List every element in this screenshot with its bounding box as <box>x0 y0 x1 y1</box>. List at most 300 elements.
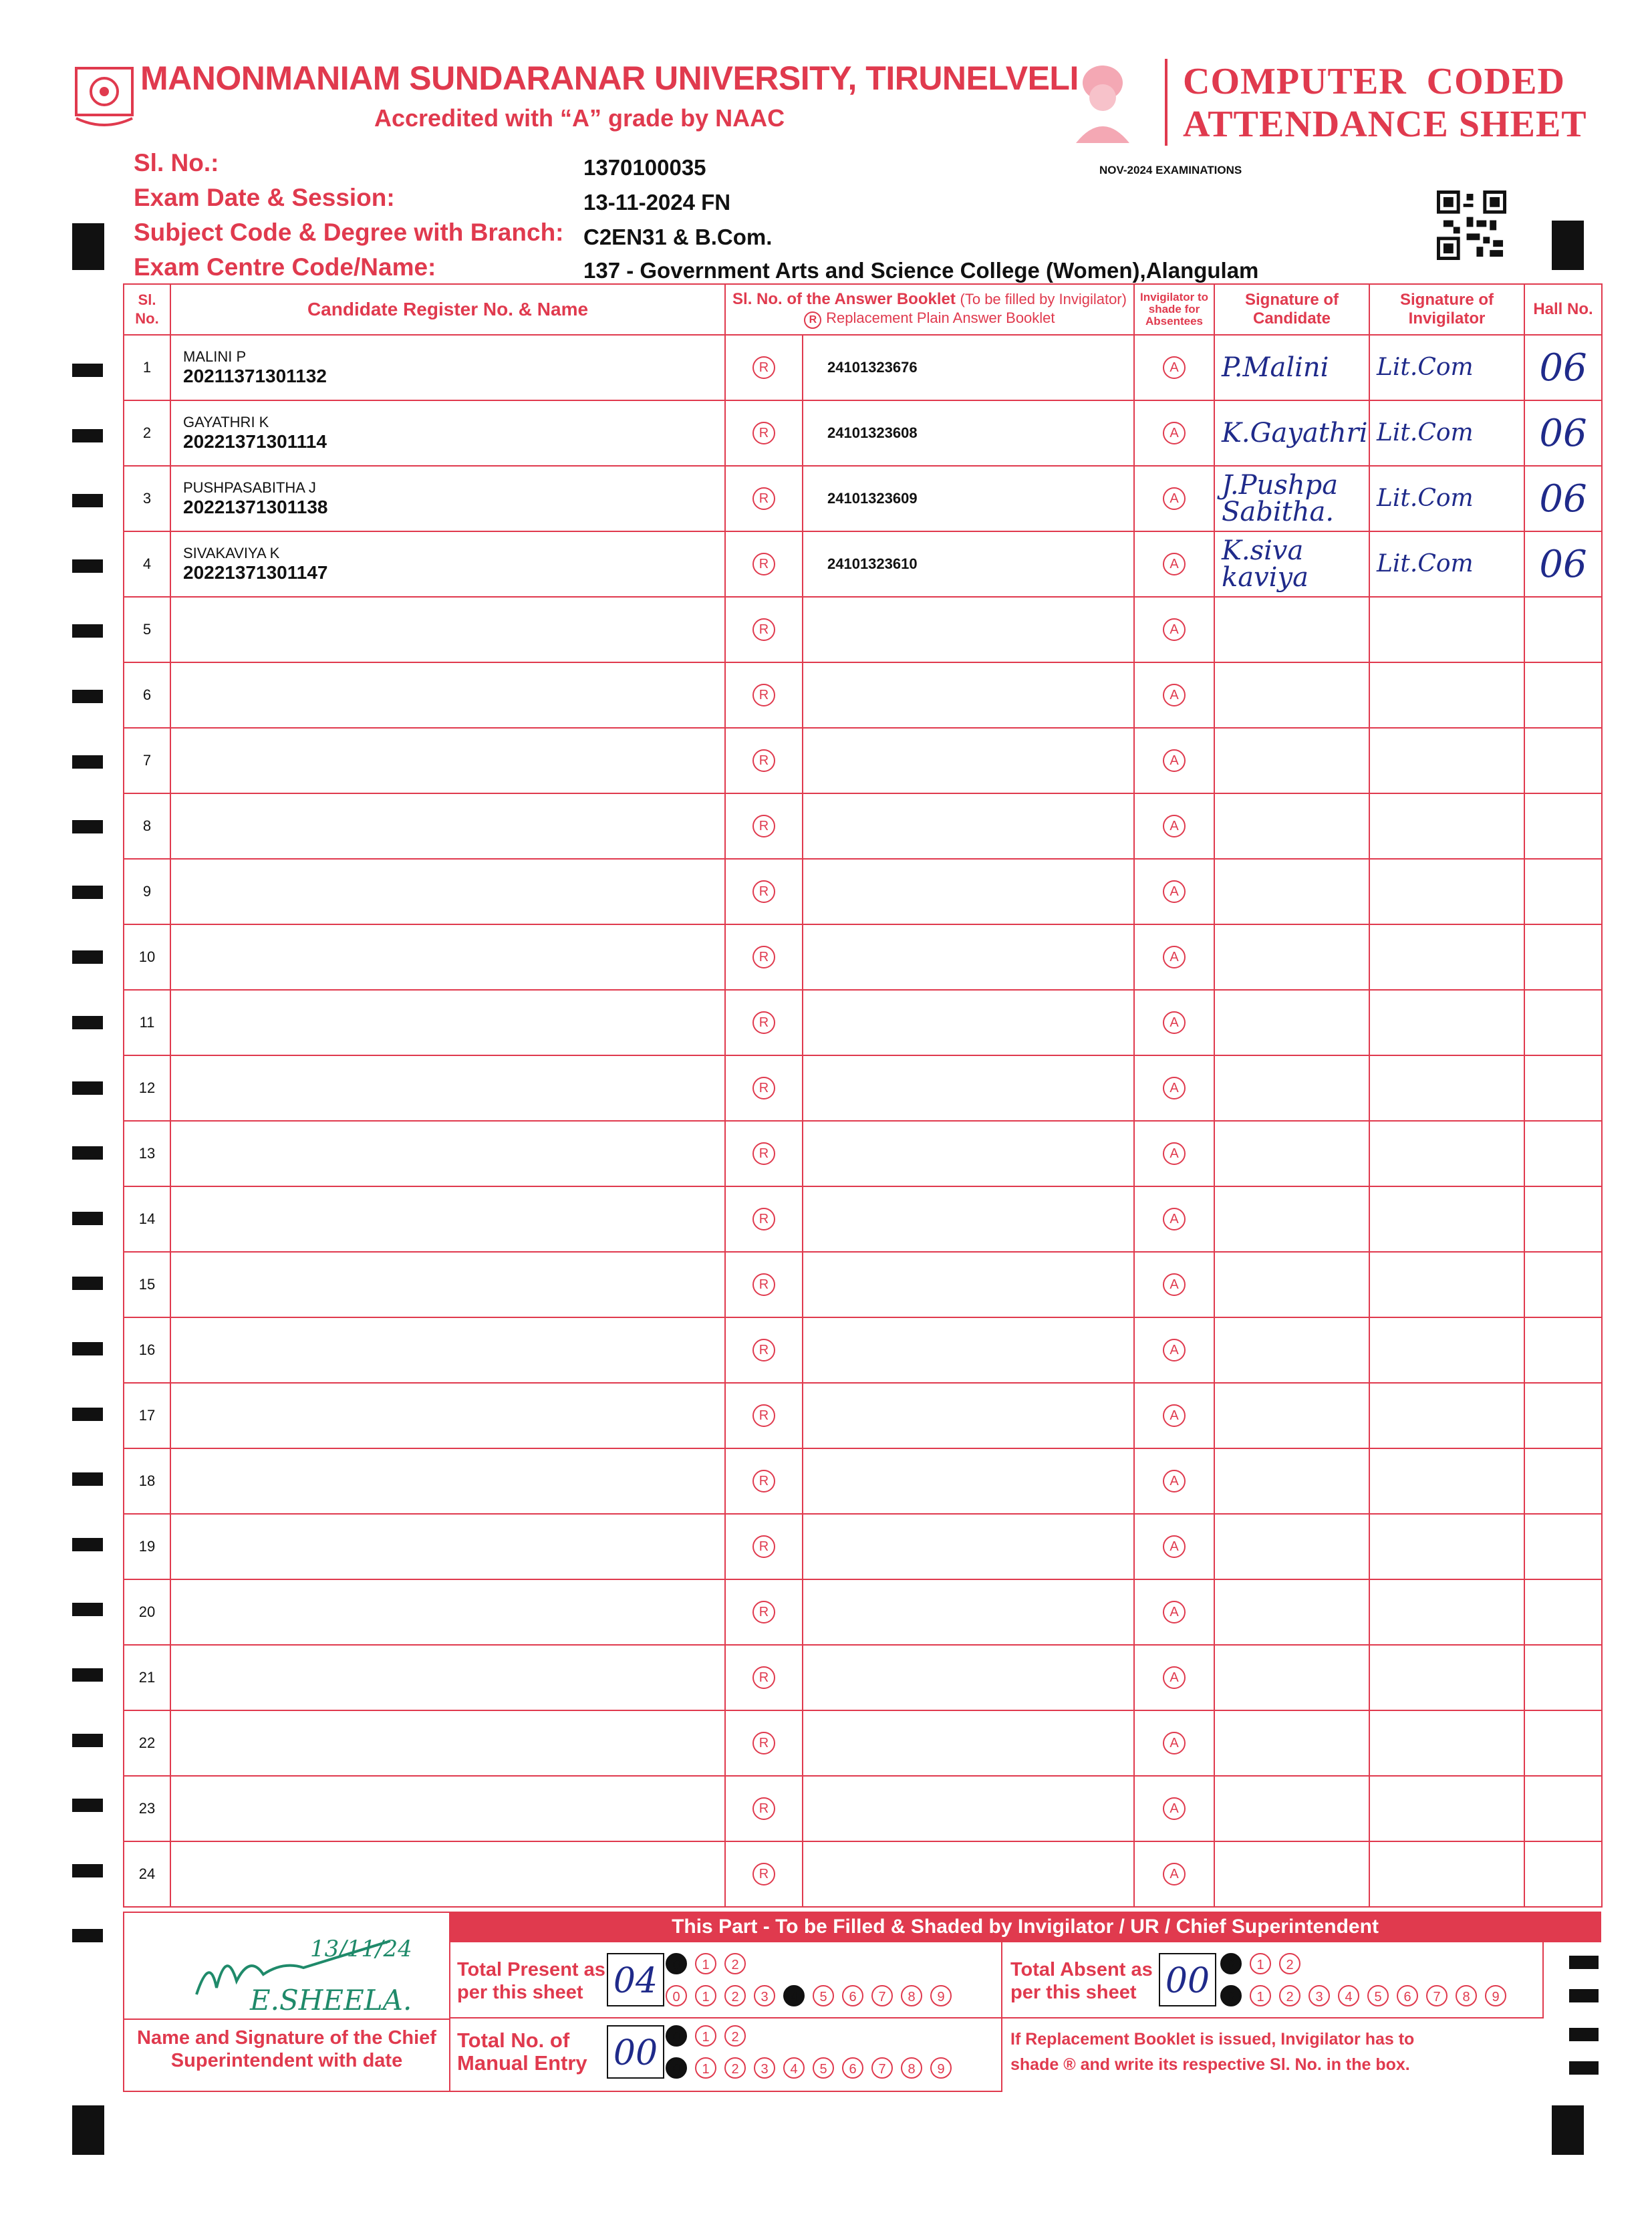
timing-mark <box>72 690 103 703</box>
absent-bubble[interactable]: A <box>1163 553 1186 575</box>
replacement-bubble[interactable]: R <box>752 1666 775 1689</box>
invigilator-signature[interactable] <box>1369 1317 1524 1383</box>
hall-no[interactable] <box>1524 859 1602 924</box>
absent-bubble-cell[interactable] <box>1134 793 1214 859</box>
subject-value: C2EN31 & B.Com. <box>583 225 773 249</box>
replacement-bubble[interactable]: R <box>752 1535 775 1558</box>
absent-bubble[interactable]: A <box>1163 1011 1186 1034</box>
hall-no[interactable] <box>1524 793 1602 859</box>
candidate-signature[interactable] <box>1214 793 1369 859</box>
candidate-cell <box>170 924 725 990</box>
digit-oval[interactable]: 2 <box>724 1985 746 2006</box>
booklet-no[interactable] <box>803 1383 1134 1448</box>
invigilator-signature[interactable] <box>1369 728 1524 793</box>
digit-oval[interactable]: 0 <box>666 1953 687 1974</box>
invigilator-signature[interactable] <box>1369 597 1524 662</box>
invigilator-signature[interactable] <box>1369 1514 1524 1579</box>
present-value[interactable]: 04 <box>607 1953 664 2006</box>
hall-no[interactable] <box>1524 1055 1602 1121</box>
absent-bubble[interactable]: A <box>1163 880 1186 903</box>
candidate-signature[interactable] <box>1214 1776 1369 1841</box>
replacement-bubble-cell[interactable] <box>725 859 803 924</box>
hall-no[interactable] <box>1524 1514 1602 1579</box>
digit-oval[interactable]: 1 <box>1250 1985 1271 2006</box>
hall-no[interactable]: 06 <box>1524 466 1602 531</box>
digit-oval[interactable]: 6 <box>842 1985 863 2006</box>
digit-oval[interactable]: 8 <box>901 2057 922 2079</box>
digit-oval[interactable]: 2 <box>724 1953 746 1974</box>
candidate-signature[interactable]: J.Pushpa Sabitha. <box>1214 466 1369 531</box>
absent-bubble-cell[interactable] <box>1134 662 1214 728</box>
digit-oval[interactable]: 4 <box>783 2057 805 2079</box>
booklet-no[interactable] <box>803 1121 1134 1186</box>
replacement-bubble[interactable]: R <box>752 1863 775 1885</box>
candidate-cell <box>170 1776 725 1841</box>
digit-oval[interactable]: 3 <box>1309 1985 1330 2006</box>
absent-bubble[interactable]: A <box>1163 1666 1186 1689</box>
digit-oval[interactable]: 4 <box>783 1985 805 2006</box>
replacement-bubble-cell[interactable] <box>725 793 803 859</box>
booklet-no[interactable] <box>803 1776 1134 1841</box>
candidate-signature[interactable] <box>1214 1383 1369 1448</box>
replacement-bubble[interactable]: R <box>752 1208 775 1230</box>
row-sl-no: 4 <box>124 531 170 597</box>
hall-no[interactable] <box>1524 1841 1602 1907</box>
booklet-no[interactable] <box>803 793 1134 859</box>
booklet-no[interactable] <box>803 859 1134 924</box>
absent-bubble-cell[interactable] <box>1134 990 1214 1055</box>
timing-mark <box>72 559 103 573</box>
booklet-no[interactable] <box>803 1514 1134 1579</box>
replacement-bubble-cell[interactable] <box>725 1645 803 1710</box>
replacement-bubble-cell[interactable] <box>725 531 803 597</box>
digit-oval[interactable]: 0 <box>666 1985 687 2006</box>
timing-mark <box>72 1538 103 1551</box>
absent-bubble[interactable]: A <box>1163 1339 1186 1361</box>
absent-bubble[interactable]: A <box>1163 1863 1186 1885</box>
invigilator-signature[interactable] <box>1369 793 1524 859</box>
absent-bubble[interactable]: A <box>1163 1470 1186 1492</box>
hall-no[interactable] <box>1524 1121 1602 1186</box>
sl-no-label: Sl. No.: <box>134 149 219 176</box>
absent-bubble[interactable]: A <box>1163 1142 1186 1165</box>
replacement-bubble[interactable]: R <box>752 1732 775 1754</box>
digit-oval[interactable]: 8 <box>1456 1985 1477 2006</box>
candidate-signature[interactable] <box>1214 1841 1369 1907</box>
candidate-reg-no: 20221371301138 <box>183 497 328 517</box>
table-row <box>124 1186 1602 1252</box>
candidate-signature[interactable]: P.Malini <box>1214 335 1369 400</box>
hall-no[interactable] <box>1524 1448 1602 1514</box>
digit-oval[interactable]: 1 <box>695 2057 716 2079</box>
booklet-no[interactable] <box>803 1186 1134 1252</box>
hall-no[interactable] <box>1524 1776 1602 1841</box>
digit-oval[interactable]: 2 <box>724 2057 746 2079</box>
candidate-cell <box>170 1579 725 1645</box>
hall-no[interactable] <box>1524 1317 1602 1383</box>
table-row <box>124 1776 1602 1841</box>
replacement-bubble[interactable]: R <box>752 815 775 837</box>
table-row <box>124 1710 1602 1776</box>
hall-no[interactable] <box>1524 990 1602 1055</box>
replacement-bubble[interactable]: R <box>752 1601 775 1623</box>
replacement-bubble[interactable]: R <box>752 684 775 706</box>
replacement-bubble[interactable]: R <box>752 422 775 444</box>
booklet-no[interactable] <box>803 1317 1134 1383</box>
invigilator-signature[interactable] <box>1369 990 1524 1055</box>
hall-no[interactable] <box>1524 1383 1602 1448</box>
replacement-bubble-cell[interactable] <box>725 1055 803 1121</box>
hall-no[interactable] <box>1524 1645 1602 1710</box>
digit-oval[interactable]: 2 <box>1279 1953 1300 1974</box>
col-hall-header: Hall No. <box>1524 284 1602 335</box>
digit-oval[interactable]: 0 <box>1220 1953 1242 1974</box>
absent-bubble-cell[interactable] <box>1134 466 1214 531</box>
candidate-name: PUSHPASABITHA J <box>183 479 316 496</box>
booklet-no[interactable] <box>803 1252 1134 1317</box>
replacement-bubble[interactable]: R <box>752 1077 775 1099</box>
booklet-no[interactable] <box>803 1448 1134 1514</box>
booklet-no[interactable]: 24101323610 <box>803 531 1134 597</box>
candidate-signature[interactable]: K.Gayathri <box>1214 400 1369 466</box>
table-row <box>124 990 1602 1055</box>
candidate-cell <box>170 1645 725 1710</box>
replacement-bubble-cell[interactable] <box>725 728 803 793</box>
absent-bubble-cell[interactable] <box>1134 1252 1214 1317</box>
row-sl-no: 16 <box>124 1317 170 1383</box>
invigilator-signature[interactable] <box>1369 662 1524 728</box>
invigilator-signature[interactable]: Lit.Com <box>1369 400 1524 466</box>
candidate-cell <box>170 1252 725 1317</box>
candidate-cell <box>170 1121 725 1186</box>
candidate-signature[interactable] <box>1214 924 1369 990</box>
absent-label: Total Absent as per this sheet <box>1010 1959 1153 2003</box>
booklet-no[interactable] <box>803 924 1134 990</box>
timing-mark <box>72 820 103 833</box>
replacement-bubble-cell[interactable] <box>725 1579 803 1645</box>
hall-no[interactable] <box>1524 924 1602 990</box>
booklet-no[interactable] <box>803 1841 1134 1907</box>
absent-bubble-cell[interactable] <box>1134 531 1214 597</box>
invigilator-signature[interactable] <box>1369 1841 1524 1907</box>
absent-bubble[interactable]: A <box>1163 946 1186 968</box>
replacement-bubble[interactable]: R <box>752 1142 775 1165</box>
digit-oval[interactable]: 7 <box>1426 1985 1448 2006</box>
absent-bubble-cell[interactable] <box>1134 1121 1214 1186</box>
replacement-bubble-cell[interactable] <box>725 1317 803 1383</box>
absent-bubble-cell[interactable] <box>1134 728 1214 793</box>
row-sl-no: 13 <box>124 1121 170 1186</box>
absent-bubble[interactable]: A <box>1163 684 1186 706</box>
absent-bubble[interactable]: A <box>1163 1535 1186 1558</box>
digit-oval[interactable]: 0 <box>666 2057 687 2079</box>
replacement-bubble-cell[interactable] <box>725 400 803 466</box>
registration-mark <box>1552 2105 1584 2155</box>
replacement-bubble-cell[interactable] <box>725 1121 803 1186</box>
replacement-bubble[interactable]: R <box>752 553 775 575</box>
invigilator-signature[interactable] <box>1369 1383 1524 1448</box>
absent-bubble-cell[interactable] <box>1134 1055 1214 1121</box>
col-booklet-sub: Replacement Plain Answer Booklet <box>826 309 1055 326</box>
candidate-signature[interactable] <box>1214 1317 1369 1383</box>
digit-oval[interactable]: 9 <box>930 2057 952 2079</box>
absent-bubble-cell[interactable] <box>1134 1710 1214 1776</box>
replacement-bubble[interactable]: R <box>752 1797 775 1820</box>
invigilator-signature[interactable]: Lit.Com <box>1369 531 1524 597</box>
digit-oval[interactable]: 7 <box>871 2057 893 2079</box>
replacement-bubble-cell[interactable] <box>725 1841 803 1907</box>
replacement-bubble[interactable]: R <box>752 946 775 968</box>
row-sl-no: 10 <box>124 924 170 990</box>
candidate-signature[interactable] <box>1214 990 1369 1055</box>
absent-bubble-cell[interactable] <box>1134 597 1214 662</box>
candidate-reg-no: 20221371301147 <box>183 562 328 583</box>
hall-no[interactable] <box>1524 597 1602 662</box>
invigilator-signature[interactable] <box>1369 1186 1524 1252</box>
absent-bubble[interactable]: A <box>1163 749 1186 772</box>
invigilator-signature[interactable] <box>1369 1055 1524 1121</box>
invigilator-signature[interactable]: Lit.Com <box>1369 466 1524 531</box>
absent-bubble-cell[interactable] <box>1134 1448 1214 1514</box>
booklet-no[interactable] <box>803 728 1134 793</box>
invigilator-signature[interactable] <box>1369 1579 1524 1645</box>
absent-bubble[interactable]: A <box>1163 1208 1186 1230</box>
oval-row <box>1220 1985 1514 2006</box>
replacement-bubble[interactable]: R <box>752 1011 775 1034</box>
timing-mark <box>72 1016 103 1029</box>
replacement-bubble-cell[interactable] <box>725 1383 803 1448</box>
replacement-bubble-cell[interactable] <box>725 1448 803 1514</box>
row-sl-no: 8 <box>124 793 170 859</box>
absent-bubble-cell[interactable] <box>1134 1841 1214 1907</box>
candidate-signature[interactable] <box>1214 1514 1369 1579</box>
table-row <box>124 924 1602 990</box>
replacement-symbol: R <box>804 311 821 329</box>
candidate-signature[interactable] <box>1214 1645 1369 1710</box>
digit-oval[interactable]: 0 <box>666 2025 687 2047</box>
booklet-no[interactable]: 24101323676 <box>803 335 1134 400</box>
hall-no[interactable] <box>1524 1186 1602 1252</box>
table-row <box>124 1317 1602 1383</box>
digit-oval[interactable]: 1 <box>695 1985 716 2006</box>
col-sig-cand-header: Signature of Candidate <box>1214 284 1369 335</box>
hall-no[interactable]: 06 <box>1524 531 1602 597</box>
col-invig-header: Invigilator to shade for Absentees <box>1134 284 1214 335</box>
replacement-bubble-cell[interactable] <box>725 466 803 531</box>
replacement-bubble[interactable]: R <box>752 618 775 641</box>
digit-oval[interactable]: 5 <box>813 1985 834 2006</box>
hall-no[interactable]: 06 <box>1524 400 1602 466</box>
digit-oval[interactable]: 1 <box>695 2025 716 2047</box>
absent-bubble-cell[interactable] <box>1134 1645 1214 1710</box>
candidate-cell <box>170 1055 725 1121</box>
exam-tag: NOV-2024 EXAMINATIONS <box>1099 164 1242 176</box>
digit-oval[interactable]: 3 <box>754 1985 775 2006</box>
invigilator-signature[interactable] <box>1369 1121 1524 1186</box>
absent-bubble[interactable]: A <box>1163 1601 1186 1623</box>
invigilator-signature[interactable] <box>1369 1645 1524 1710</box>
digit-oval[interactable]: 7 <box>871 1985 893 2006</box>
digit-oval[interactable]: 6 <box>1397 1985 1418 2006</box>
replacement-bubble[interactable]: R <box>752 356 775 379</box>
hall-no[interactable] <box>1524 1579 1602 1645</box>
replacement-bubble[interactable]: R <box>752 1273 775 1296</box>
absent-bubble-cell[interactable] <box>1134 1579 1214 1645</box>
replacement-bubble[interactable]: R <box>752 487 775 510</box>
replacement-bubble-cell[interactable] <box>725 597 803 662</box>
booklet-no[interactable] <box>803 662 1134 728</box>
digit-oval[interactable]: 6 <box>842 2057 863 2079</box>
candidate-signature[interactable] <box>1214 1252 1369 1317</box>
candidate-signature[interactable] <box>1214 1186 1369 1252</box>
replacement-bubble-cell[interactable] <box>725 1186 803 1252</box>
booklet-no[interactable] <box>803 597 1134 662</box>
digit-oval[interactable]: 2 <box>1279 1985 1300 2006</box>
manual-value[interactable]: 00 <box>607 2025 664 2079</box>
row-sl-no: 7 <box>124 728 170 793</box>
digit-oval[interactable]: 8 <box>901 1985 922 2006</box>
digit-oval[interactable]: 4 <box>1338 1985 1359 2006</box>
invigilator-signature[interactable] <box>1369 1776 1524 1841</box>
replacement-bubble[interactable]: R <box>752 1339 775 1361</box>
row-sl-no: 1 <box>124 335 170 400</box>
replacement-bubble-cell[interactable] <box>725 1514 803 1579</box>
absent-bubble-cell[interactable] <box>1134 335 1214 400</box>
absent-bubble[interactable]: A <box>1163 1077 1186 1099</box>
replacement-bubble-cell[interactable] <box>725 1776 803 1841</box>
absent-bubble[interactable]: A <box>1163 1404 1186 1427</box>
header-divider <box>1165 59 1167 146</box>
absent-bubble-cell[interactable] <box>1134 859 1214 924</box>
invigilator-signature[interactable] <box>1369 1448 1524 1514</box>
candidate-signature[interactable] <box>1214 1121 1369 1186</box>
candidate-cell <box>170 1383 725 1448</box>
absent-bubble-cell[interactable] <box>1134 1776 1214 1841</box>
digit-oval[interactable]: 5 <box>1367 1985 1389 2006</box>
candidate-signature[interactable]: K.siva kaviya <box>1214 531 1369 597</box>
candidate-signature[interactable] <box>1214 859 1369 924</box>
booklet-no[interactable] <box>803 1579 1134 1645</box>
booklet-no[interactable] <box>803 1710 1134 1776</box>
hall-no[interactable] <box>1524 728 1602 793</box>
candidate-signature[interactable] <box>1214 1448 1369 1514</box>
timing-mark <box>72 886 103 899</box>
absent-bubble[interactable]: A <box>1163 815 1186 837</box>
booklet-no[interactable]: 24101323609 <box>803 466 1134 531</box>
centre-label: Exam Centre Code/Name: <box>134 253 436 281</box>
replacement-bubble-cell[interactable] <box>725 924 803 990</box>
absent-bubble-cell[interactable] <box>1134 400 1214 466</box>
row-sl-no: 20 <box>124 1579 170 1645</box>
digit-oval[interactable]: 1 <box>1250 1953 1271 1974</box>
absent-bubble[interactable]: A <box>1163 487 1186 510</box>
exam-date-label: Exam Date & Session: <box>134 184 395 211</box>
candidate-cell <box>170 1841 725 1907</box>
attendance-table <box>123 283 1603 1908</box>
replacement-bubble[interactable]: R <box>752 880 775 903</box>
invigilator-signature[interactable] <box>1369 1710 1524 1776</box>
replacement-bubble-cell[interactable] <box>725 1252 803 1317</box>
absent-bubble[interactable]: A <box>1163 1797 1186 1820</box>
replacement-bubble-cell[interactable] <box>725 1710 803 1776</box>
absent-bubble[interactable]: A <box>1163 618 1186 641</box>
digit-oval[interactable]: 5 <box>813 2057 834 2079</box>
replacement-bubble[interactable]: R <box>752 1404 775 1427</box>
invigilator-signature[interactable] <box>1369 924 1524 990</box>
candidate-signature[interactable] <box>1214 662 1369 728</box>
absent-bubble-cell[interactable] <box>1134 1514 1214 1579</box>
absent-bubble[interactable]: A <box>1163 422 1186 444</box>
absent-bubble[interactable]: A <box>1163 1273 1186 1296</box>
candidate-signature[interactable] <box>1214 1710 1369 1776</box>
replacement-bubble-cell[interactable] <box>725 662 803 728</box>
footer-mark <box>1569 1989 1599 2002</box>
timing-mark <box>72 1734 103 1747</box>
candidate-cell <box>170 1710 725 1776</box>
candidate-signature[interactable] <box>1214 597 1369 662</box>
absent-bubble-cell[interactable] <box>1134 924 1214 990</box>
table-row <box>124 1055 1602 1121</box>
centre-value: 137 - Government Arts and Science College (Women),Alangulam <box>583 258 1259 283</box>
digit-oval[interactable]: 0 <box>1220 1985 1242 2006</box>
booklet-no[interactable]: 24101323608 <box>803 400 1134 466</box>
subject-label: Subject Code & Degree with Branch: <box>134 219 564 246</box>
replacement-bubble[interactable]: R <box>752 1470 775 1492</box>
invigilator-signature[interactable] <box>1369 1252 1524 1317</box>
booklet-no[interactable] <box>803 1055 1134 1121</box>
invigilator-signature[interactable] <box>1369 859 1524 924</box>
table-row <box>124 597 1602 662</box>
candidate-signature[interactable] <box>1214 1055 1369 1121</box>
university-name: MANONMANIAM SUNDARANAR UNIVERSITY, TIRUNELVELI <box>140 59 1079 97</box>
hall-no[interactable] <box>1524 1252 1602 1317</box>
candidate-cell <box>170 990 725 1055</box>
candidate-signature[interactable] <box>1214 728 1369 793</box>
timing-mark <box>72 755 103 769</box>
absent-bubble-cell[interactable] <box>1134 1186 1214 1252</box>
hall-no[interactable] <box>1524 1710 1602 1776</box>
oval-row <box>666 2025 754 2047</box>
absent-value[interactable]: 00 <box>1159 1953 1216 2006</box>
digit-oval[interactable]: 9 <box>930 1985 952 2006</box>
row-sl-no: 5 <box>124 597 170 662</box>
replacement-bubble-cell[interactable] <box>725 990 803 1055</box>
table-row <box>124 793 1602 859</box>
replacement-bubble-cell[interactable] <box>725 335 803 400</box>
absent-bubble[interactable]: A <box>1163 356 1186 379</box>
hall-no[interactable] <box>1524 662 1602 728</box>
timing-mark <box>72 1408 103 1421</box>
invigilator-signature[interactable]: Lit.Com <box>1369 335 1524 400</box>
digit-oval[interactable]: 3 <box>754 2057 775 2079</box>
replacement-bubble[interactable]: R <box>752 749 775 772</box>
hall-no[interactable]: 06 <box>1524 335 1602 400</box>
table-row <box>124 1252 1602 1317</box>
table-row <box>124 466 1602 531</box>
absent-bubble[interactable]: A <box>1163 1732 1186 1754</box>
digit-oval[interactable]: 9 <box>1485 1985 1506 2006</box>
candidate-cell <box>170 400 725 466</box>
digit-oval[interactable]: 1 <box>695 1953 716 1974</box>
absent-bubble-cell[interactable] <box>1134 1317 1214 1383</box>
candidate-signature[interactable] <box>1214 1579 1369 1645</box>
digit-oval[interactable]: 2 <box>724 2025 746 2047</box>
booklet-no[interactable] <box>803 990 1134 1055</box>
registration-mark <box>72 2105 104 2155</box>
row-sl-no: 22 <box>124 1710 170 1776</box>
absent-bubble-cell[interactable] <box>1134 1383 1214 1448</box>
booklet-no[interactable] <box>803 1645 1134 1710</box>
